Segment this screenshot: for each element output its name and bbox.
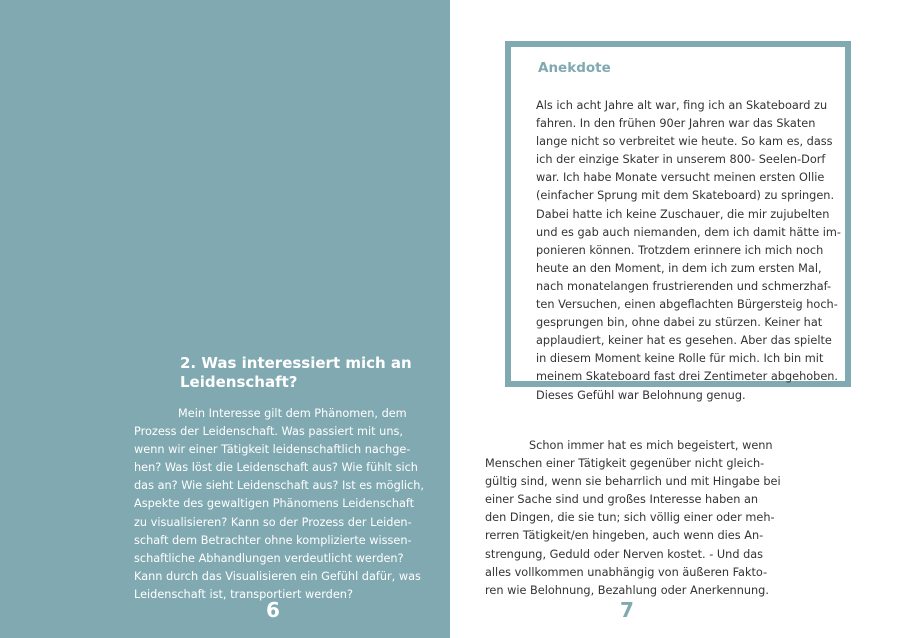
text-line: schaft dem Betrachter ohne komplizierte wissen- [134,533,412,547]
text-line: gesprungen bin, ohne dabei zu stürzen. Keiner hat [536,316,823,330]
text-line: Dieses Gefühl war Belohnung genug. [536,388,746,402]
text-line: heute an den Moment, in dem ich zum ersten Mal, [536,261,822,275]
text-line: Prozess der Leidenschaft. Was passiert mit uns, [134,425,403,439]
text-line: Mein Interesse gilt dem Phänomen, dem [178,407,407,420]
text-line: war. Ich habe Monate versucht meinen ersten Ollie [536,171,825,185]
page-number-right: 7 [620,598,634,622]
right-body-text [485,437,781,600]
text-line: rerren Tätigkeit/en hingeben, auch wenn dies An- [485,529,764,543]
text-line: Aspekte des gewaltigen Phänomens Leidenschaft [134,497,415,511]
text-line: den Dingen, die sie tun; sich völlig einer oder meh- [485,511,775,525]
text-line: Kann durch das Visualisieren ein Gefühl dafür, was [134,569,421,583]
text-line: und es gab auch niemanden, dem ich damit hätte im- [536,225,841,239]
left-body-text [134,405,424,604]
text-line: ten Versuchen, einen abgeflachten Bürgersteig hoch- [536,298,838,312]
text-line: Dabei hatte ich keine Zuschauer, die mir zujubelten [536,207,830,221]
text-line: Leidenschaft ist, transportiert werden? [134,587,353,601]
text-line: fahren. In den frühen 90er Jahren war das Skaten [536,117,816,131]
text-line: hen? Was löst die Leidenschaft aus? Wie fühlt sich [134,461,418,475]
text-line: lange nicht so verbreitet wie heute. So kam es, dass [536,135,833,149]
anecdote-text [536,97,841,405]
text-line: ponieren können. Trotzdem erinnere ich mich noch [536,243,824,257]
chapter-heading-line: 2. Was interessiert mich an [180,354,412,372]
text-line: strengung, Geduld oder Nerven kostet. - Und das [485,547,764,561]
text-line: schaftliche Abhandlungen verdeutlicht werden? [134,551,404,565]
text-line: (einfacher Sprung mit dem Skateboard) zu springen. [536,189,835,203]
text-line: ich der einzige Skater in unserem 800- Seelen-Dorf [536,153,826,167]
text-line: applaudiert, keiner hat es gesehen. Aber das spielte [536,334,832,348]
chapter-heading-line: Leidenschaft? [180,373,298,391]
text-line: zu visualisieren? Kann so der Prozess der Leiden- [134,515,412,529]
text-line: Schon immer hat es mich begeistert, wenn [529,439,773,452]
text-line: Als ich acht Jahre alt war, fing ich an Skateboard zu [536,99,828,112]
text-line: das an? Wie sieht Leidenschaft aus? Ist es möglich, [134,479,424,493]
text-line: nach monatelangen frustrierenden und schmerzhaf- [536,279,832,293]
anecdote-box [505,41,851,402]
text-line: in diesem Moment keine Rolle für mich. Ich bin mit [536,352,824,366]
text-line: meinem Skateboard fast drei Zentimeter abgehoben. [536,370,839,384]
text-line: gültig sind, wenn sie beharrlich und mit Hingabe bei [485,475,781,489]
text-line: einer Sache sind und großes Interesse haben an [485,493,759,507]
chapter-heading [180,354,420,392]
text-line: wenn wir einer Tätigkeit leidenschaftlich nachge- [134,443,411,457]
text-line: Menschen einer Tätigkeit gegenüber nicht gleich- [485,457,765,471]
text-line: alles vollkommen unabhängig von äußeren Fakto- [485,565,768,579]
anecdote-title: Anekdote [538,60,611,76]
text-line: ren wie Belohnung, Bezahlung oder Anerkennung. [485,583,769,597]
page-number-left: 6 [266,598,280,622]
